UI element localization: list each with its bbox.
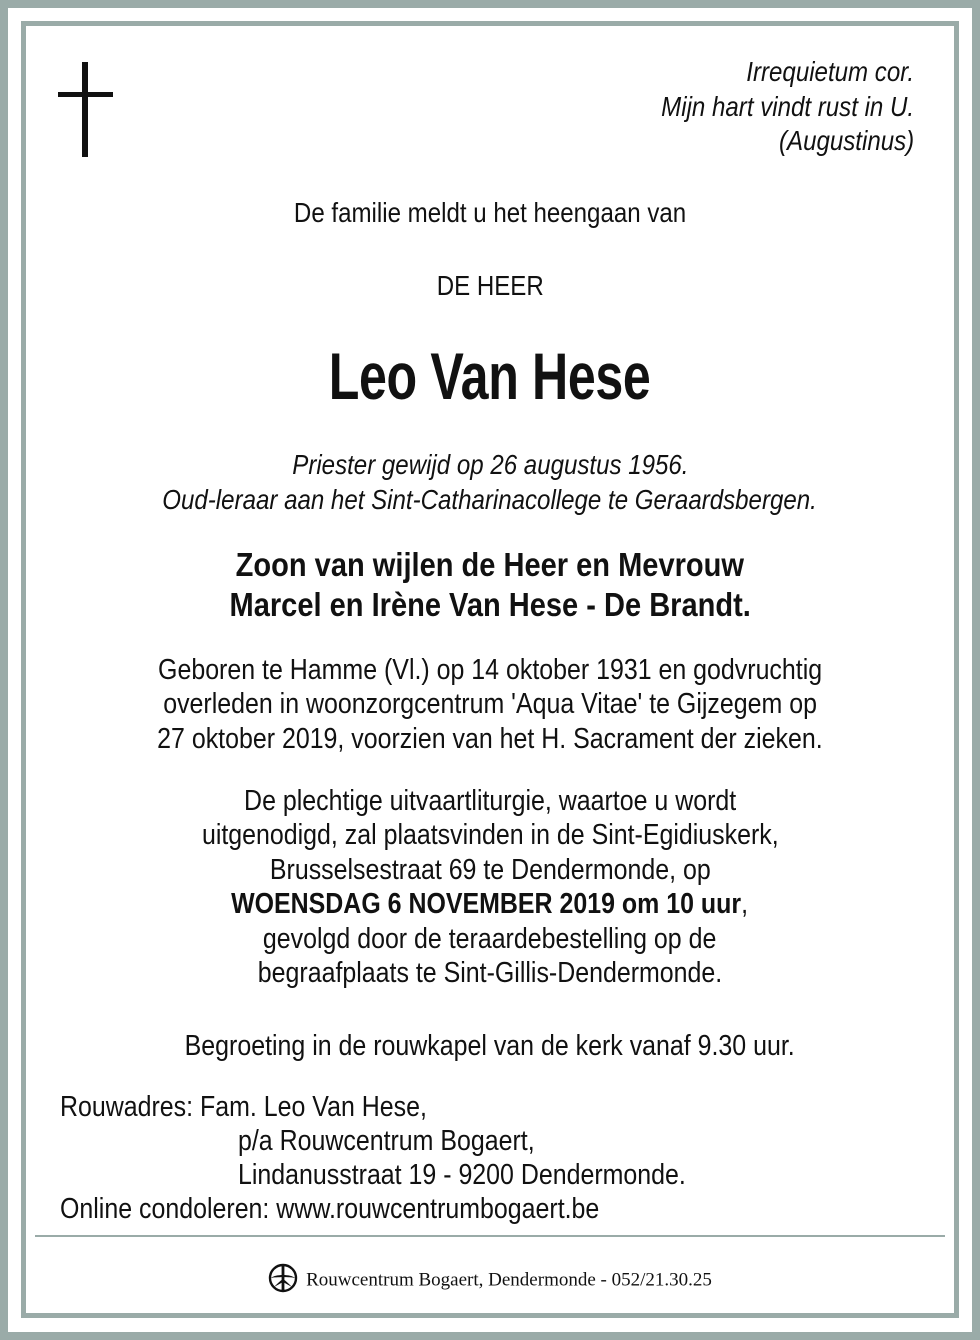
address-line	[238, 1161, 759, 1190]
greeting-text: Begroeting in de rouwkapel van de kerk vanaf 9.30 uur.	[184, 1030, 796, 1062]
vocation-line	[0, 451, 980, 479]
honorific-text: DE HEER	[436, 270, 544, 301]
funeral-line	[0, 856, 980, 885]
funeral-home-logo-icon	[268, 1263, 298, 1293]
funeral-line	[0, 787, 980, 816]
funeral-line	[0, 959, 980, 988]
greeting	[0, 1032, 980, 1061]
vocation-text: Oud-leraar aan het Sint-Catharinacollege te Geraardsbergen.	[162, 484, 818, 515]
announcement	[0, 199, 980, 227]
address-line	[60, 1093, 487, 1122]
footer-divider	[35, 1235, 945, 1237]
quote-text: Irrequietum cor.	[746, 56, 914, 87]
announcement-text: De familie meldt u het heengaan van	[293, 197, 687, 228]
condolence-link[interactable]: www.rouwcentrumbogaert.be	[276, 1193, 600, 1225]
cross-vertical-bar	[82, 62, 88, 157]
parents-text: Zoon van wijlen de Heer en Mevrouw	[235, 546, 745, 583]
online-condolence-line	[60, 1195, 687, 1224]
life-text: Geboren te Hamme (Vl.) op 14 oktober 1931 en godvruchtig	[157, 654, 823, 686]
address-text: p/a Rouwcentrum Bogaert,	[238, 1125, 535, 1157]
life-line	[0, 690, 980, 719]
funeral-line	[0, 925, 980, 954]
address-line	[238, 1127, 583, 1156]
address-label: Rouwadres:	[60, 1091, 194, 1123]
address-text: Lindanusstraat 19 - 9200 Dendermonde.	[238, 1159, 686, 1191]
funeral-date-suffix: ,	[741, 888, 749, 920]
funeral-text: Brusselsestraat 69 te Dendermonde, op	[269, 854, 711, 886]
life-text: 27 oktober 2019, voorzien van het H. Sacrament der zieken.	[157, 723, 823, 755]
funeral-text: gevolgd door de teraardebestelling op de	[263, 923, 717, 955]
life-text: overleden in woonzorgcentrum 'Aqua Vitae' te Gijzegem op	[163, 688, 817, 720]
funeral-date: WOENSDAG 6 NOVEMBER 2019 om 10 uur	[231, 888, 742, 920]
quote-line	[757, 127, 914, 155]
cross-horizontal-bar	[58, 92, 113, 97]
honorific	[0, 272, 980, 300]
funeral-text: De plechtige uitvaartliturgie, waartoe u wordt	[243, 785, 737, 817]
deceased-name-text: Leo Van Hese	[329, 339, 651, 413]
life-line	[0, 725, 980, 754]
deceased-name	[0, 339, 980, 413]
quote-text: Mijn hart vindt rust in U.	[661, 91, 914, 122]
funeral-text: uitgenodigd, zal plaatsvinden in de Sint-Egidiuskerk,	[201, 819, 779, 851]
parents-line	[0, 548, 980, 581]
parents-line	[0, 588, 980, 621]
online-label: Online condoleren:	[60, 1193, 270, 1225]
footer-text: Rouwcentrum Bogaert, Dendermonde - 052/21.30.25	[306, 1269, 712, 1291]
parents-text: Marcel en Irène Van Hese - De Brandt.	[229, 586, 751, 623]
quote-attribution: (Augustinus)	[778, 125, 914, 156]
life-line	[0, 656, 980, 685]
quote-line	[719, 58, 914, 86]
quote-line	[620, 93, 914, 121]
vocation-text: Priester gewijd op 26 augustus 1956.	[291, 449, 689, 480]
footer	[0, 1266, 980, 1296]
address-text: Fam. Leo Van Hese,	[200, 1091, 427, 1123]
funeral-text: begraafplaats te Sint-Gillis-Dendermonde.	[257, 957, 723, 989]
funeral-date-line	[0, 890, 980, 919]
funeral-line	[0, 821, 980, 850]
vocation-line	[0, 486, 980, 514]
